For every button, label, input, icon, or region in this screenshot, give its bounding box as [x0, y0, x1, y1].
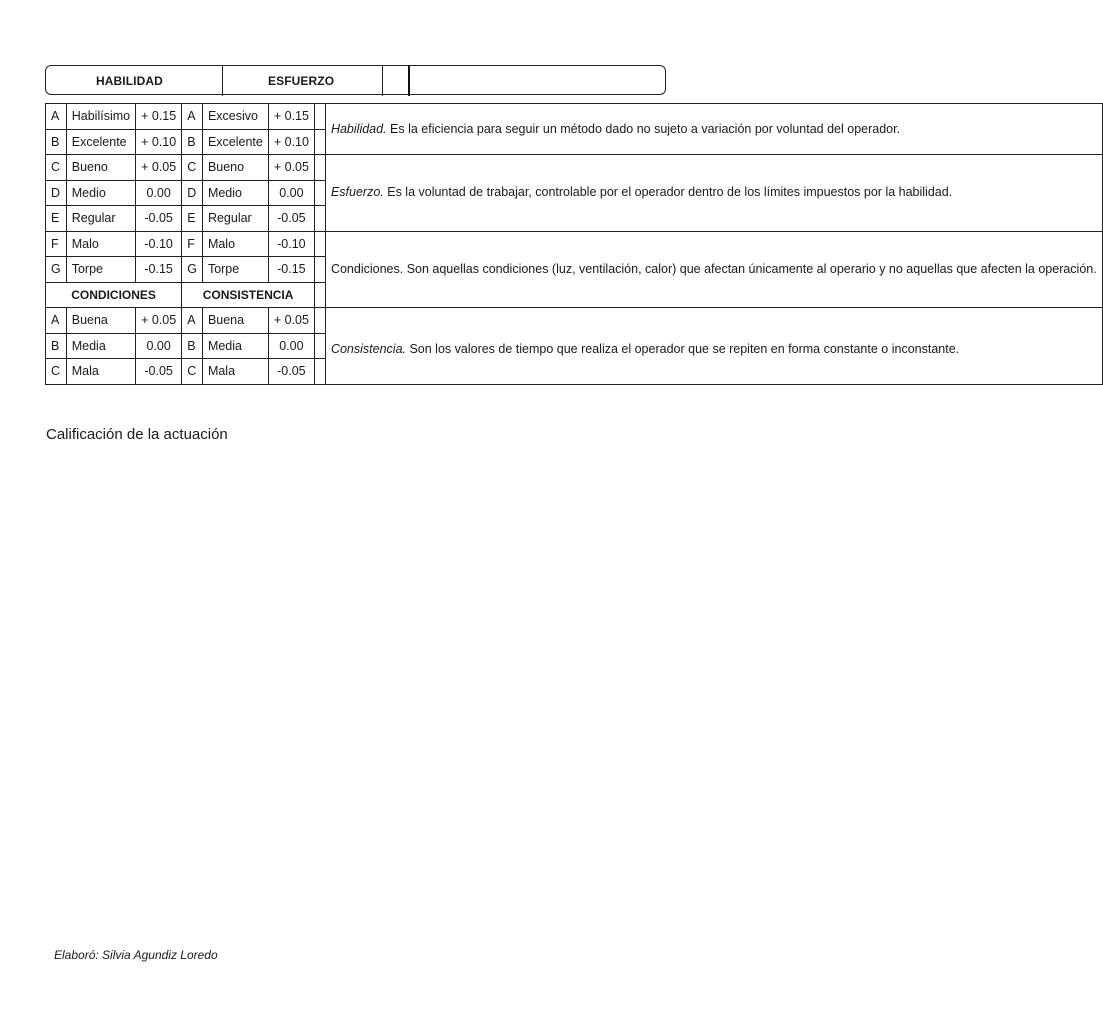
header-divider — [408, 65, 410, 96]
condiciones-header: CONDICIONES — [46, 282, 182, 308]
table-row — [46, 308, 1103, 334]
habilidad-label: Torpe — [66, 257, 135, 283]
esfuerzo-label: Medio — [202, 180, 268, 206]
condiciones-value: -0.05 — [136, 359, 182, 385]
consistencia-definition: Son los valores de tiempo que realiza el operador que se repiten en forma constante o inconstante. — [406, 342, 960, 357]
esfuerzo-label: Excelente — [202, 129, 268, 155]
habilidad-letter: E — [46, 206, 67, 232]
blank-cell — [314, 333, 325, 359]
table-header-box — [45, 65, 666, 95]
habilidad-value: -0.05 — [136, 206, 182, 232]
condiciones-value: 0.00 — [136, 333, 182, 359]
habilidad-letter: D — [46, 180, 67, 206]
blank-cell — [314, 155, 325, 181]
habilidad-label: Excelente — [66, 129, 135, 155]
esfuerzo-header: ESFUERZO — [268, 74, 335, 88]
consistencia-label: Mala — [202, 359, 268, 385]
habilidad-definition: Es la eficiencia para seguir un método dado no sujeto a variación por voluntad del operador. — [386, 121, 901, 136]
condiciones-label: Mala — [66, 359, 135, 385]
condiciones-description: Condiciones. Son aquellas condiciones (luz, ventilación, calor) que afectan únicamente al operario y no aquellas que afecten la operación. — [325, 231, 1102, 308]
habilidad-value: 0.00 — [136, 180, 182, 206]
blank-cell — [314, 359, 325, 385]
habilidad-value: -0.10 — [136, 231, 182, 257]
esfuerzo-value: -0.05 — [268, 206, 314, 232]
table-row — [46, 231, 1103, 257]
esfuerzo-value: -0.10 — [268, 231, 314, 257]
habilidad-header: HABILIDAD — [96, 74, 163, 88]
esfuerzo-term: Esfuerzo. — [330, 185, 384, 200]
condiciones-value: + 0.05 — [136, 308, 182, 334]
esfuerzo-value: + 0.15 — [268, 104, 314, 130]
blank-cell — [314, 129, 325, 155]
condiciones-label: Media — [66, 333, 135, 359]
habilidad-label: Regular — [66, 206, 135, 232]
table-row — [46, 155, 1103, 181]
blank-cell — [314, 104, 325, 130]
header-divider — [222, 65, 223, 96]
habilidad-term: Habilidad. — [330, 121, 387, 136]
habilidad-label: Malo — [66, 231, 135, 257]
consistencia-header: CONSISTENCIA — [182, 282, 315, 308]
header-divider — [382, 65, 383, 96]
esfuerzo-label: Malo — [202, 231, 268, 257]
esfuerzo-letter: C — [182, 155, 203, 181]
condiciones-letter: B — [46, 333, 67, 359]
consistencia-description — [325, 308, 1102, 385]
page-caption: Calificación de la actuación — [46, 426, 228, 443]
habilidad-label: Medio — [66, 180, 135, 206]
esfuerzo-value: 0.00 — [268, 180, 314, 206]
esfuerzo-label: Excesivo — [202, 104, 268, 130]
habilidad-label: Bueno — [66, 155, 135, 181]
condiciones-letter: A — [46, 308, 67, 334]
esfuerzo-letter: F — [182, 231, 203, 257]
habilidad-value: + 0.15 — [136, 104, 182, 130]
consistencia-label: Media — [202, 333, 268, 359]
esfuerzo-letter: D — [182, 180, 203, 206]
table-row — [46, 104, 1103, 130]
consistencia-value: + 0.05 — [268, 308, 314, 334]
habilidad-label: Habilísimo — [66, 104, 135, 130]
consistencia-value: 0.00 — [268, 333, 314, 359]
author-footer: Elaboró: Silvia Agundiz Loredo — [54, 948, 218, 962]
habilidad-letter: F — [46, 231, 67, 257]
esfuerzo-definition: Es la voluntad de trabajar, controlable por el operador dentro de los límites impuestos por la habilidad. — [383, 185, 953, 200]
consistencia-letter: C — [182, 359, 203, 385]
consistencia-letter: A — [182, 308, 203, 334]
blank-cell — [314, 308, 325, 334]
blank-cell — [314, 180, 325, 206]
rating-table — [45, 103, 1103, 385]
habilidad-description — [325, 104, 1102, 155]
esfuerzo-letter: E — [182, 206, 203, 232]
habilidad-letter: B — [46, 129, 67, 155]
habilidad-letter: A — [46, 104, 67, 130]
consistencia-value: -0.05 — [268, 359, 314, 385]
habilidad-value: + 0.10 — [136, 129, 182, 155]
esfuerzo-label: Torpe — [202, 257, 268, 283]
esfuerzo-label: Regular — [202, 206, 268, 232]
esfuerzo-value: + 0.10 — [268, 129, 314, 155]
esfuerzo-value: -0.15 — [268, 257, 314, 283]
esfuerzo-value: + 0.05 — [268, 155, 314, 181]
blank-cell — [314, 206, 325, 232]
blank-cell — [314, 231, 325, 257]
condiciones-label: Buena — [66, 308, 135, 334]
habilidad-letter: C — [46, 155, 67, 181]
condiciones-letter: C — [46, 359, 67, 385]
habilidad-letter: G — [46, 257, 67, 283]
consistencia-letter: B — [182, 333, 203, 359]
esfuerzo-letter: B — [182, 129, 203, 155]
consistencia-term: Consistencia. — [330, 342, 406, 357]
esfuerzo-description — [325, 155, 1102, 232]
habilidad-value: + 0.05 — [136, 155, 182, 181]
esfuerzo-label: Bueno — [202, 155, 268, 181]
habilidad-value: -0.15 — [136, 257, 182, 283]
blank-cell — [314, 282, 325, 308]
blank-cell — [314, 257, 325, 283]
esfuerzo-letter: G — [182, 257, 203, 283]
esfuerzo-letter: A — [182, 104, 203, 130]
consistencia-label: Buena — [202, 308, 268, 334]
